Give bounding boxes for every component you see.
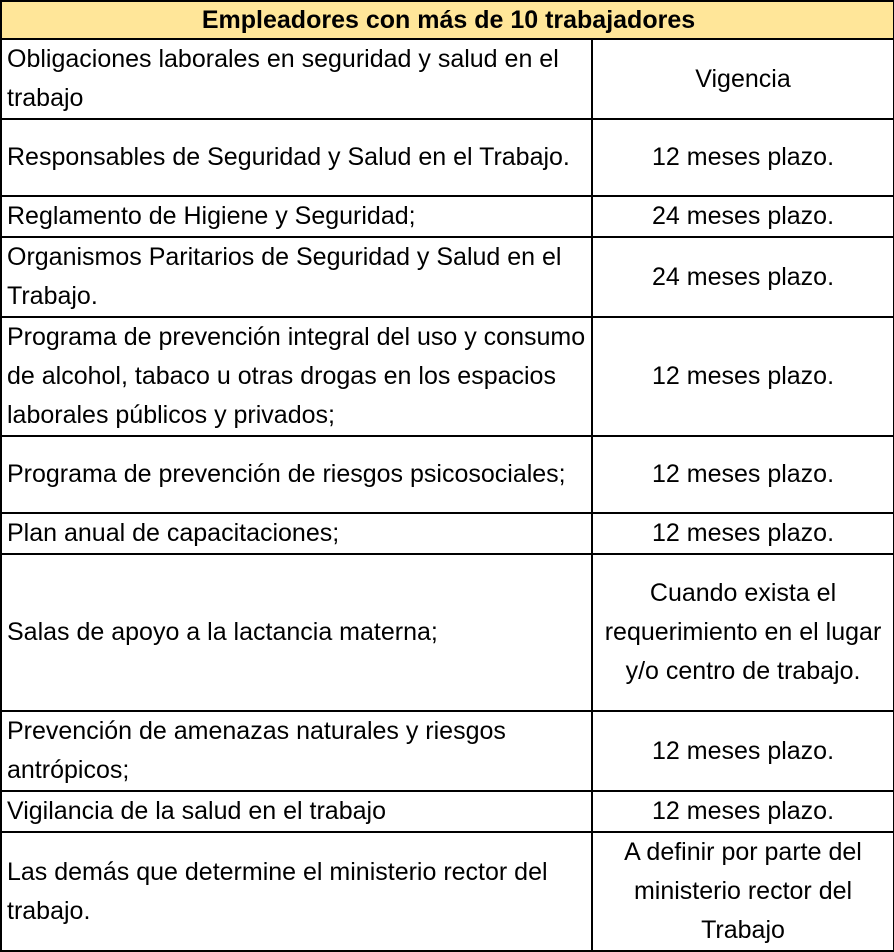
obligation-cell: Plan anual de capacitaciones; — [1, 513, 592, 554]
table-row — [1, 436, 894, 513]
column-header-row — [1, 39, 894, 119]
validity-cell: 12 meses plazo. — [592, 317, 894, 436]
validity-cell: Cuando exista el requerimiento en el lugar y/o centro de trabajo. — [592, 554, 894, 711]
obligation-cell: Las demás que determine el ministerio rector del trabajo. — [1, 832, 592, 951]
validity-cell: 12 meses plazo. — [592, 436, 894, 513]
table-row — [1, 317, 894, 436]
table-row — [1, 711, 894, 791]
obligation-cell: Salas de apoyo a la lactancia materna; — [1, 554, 592, 711]
validity-cell: 12 meses plazo. — [592, 119, 894, 196]
obligation-cell: Responsables de Seguridad y Salud en el Trabajo. — [1, 119, 592, 196]
obligation-column-header: Obligaciones laborales en seguridad y salud en el trabajo — [1, 39, 592, 119]
validity-cell: 12 meses plazo. — [592, 711, 894, 791]
table-row — [1, 119, 894, 196]
table-row — [1, 237, 894, 317]
obligation-cell: Reglamento de Higiene y Seguridad; — [1, 196, 592, 237]
obligation-cell: Prevención de amenazas naturales y riesgos antrópicos; — [1, 711, 592, 791]
title-row — [1, 1, 894, 39]
obligation-cell: Vigilancia de la salud en el trabajo — [1, 791, 592, 832]
table-row — [1, 513, 894, 554]
table-row — [1, 554, 894, 711]
validity-cell: 24 meses plazo. — [592, 237, 894, 317]
obligation-cell: Programa de prevención integral del uso y consumo de alcohol, tabaco u otras drogas en los espacios laborales públicos y privados; — [1, 317, 592, 436]
table-row — [1, 791, 894, 832]
validity-column-header: Vigencia — [592, 39, 894, 119]
validity-cell: 12 meses plazo. — [592, 513, 894, 554]
table-row — [1, 196, 894, 237]
obligation-cell: Organismos Paritarios de Seguridad y Salud en el Trabajo. — [1, 237, 592, 317]
table-row — [1, 832, 894, 951]
validity-cell: 12 meses plazo. — [592, 791, 894, 832]
obligation-cell: Programa de prevención de riesgos psicosociales; — [1, 436, 592, 513]
validity-cell: 24 meses plazo. — [592, 196, 894, 237]
validity-cell: A definir por parte del ministerio rector del Trabajo — [592, 832, 894, 951]
table-title: Empleadores con más de 10 trabajadores — [1, 1, 894, 39]
